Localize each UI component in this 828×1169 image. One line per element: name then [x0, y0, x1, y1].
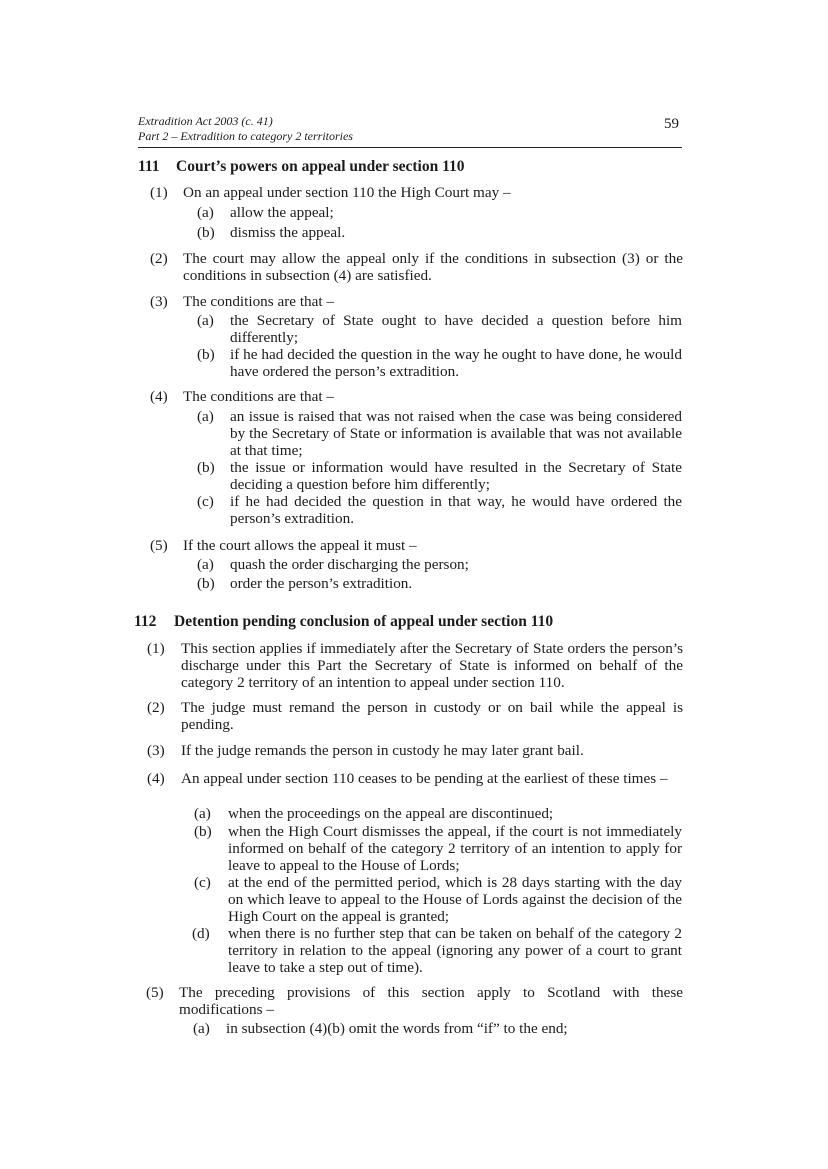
header-rule [138, 147, 682, 148]
page-number: 59 [664, 116, 679, 132]
paragraph-text: when the proceedings on the appeal are discontinued; [228, 805, 554, 822]
section-heading [138, 158, 465, 176]
paragraph-text: order the person’s extradition. [230, 575, 413, 592]
paragraph-text: at the end of the permitted period, which is 28 days starting with the day on which leave to appeal to the House of Lords against the decision of the High Court on the appeal is granted; [228, 874, 682, 925]
section-number: 112 [134, 613, 157, 630]
paragraph-text: when the High Court dismisses the appeal, if the court is not immediately informed on behalf of the category 2 territory of an intention to apply for leave to appeal to the House of Lords; [228, 823, 682, 874]
section-title: Court’s powers on appeal under section 110 [176, 158, 465, 175]
paragraph-number: (a) [197, 312, 214, 329]
subsection-text: The judge must remand the person in custody or on bail while the appeal is pending. [181, 699, 683, 733]
paragraph-number: (b) [197, 459, 215, 476]
section-number: 111 [138, 158, 160, 175]
paragraph-text: in subsection (4)(b) omit the words from “if” to the end; [226, 1020, 568, 1037]
paragraph-number: (a) [197, 204, 214, 221]
subsection-text: The conditions are that – [183, 388, 334, 405]
running-head [138, 114, 682, 144]
subsection-number: (5) [146, 984, 164, 1001]
subsection-number: (5) [150, 537, 168, 554]
subsection-number: (1) [147, 640, 165, 657]
paragraph-number: (b) [197, 346, 215, 363]
paragraph-number: (c) [194, 874, 211, 891]
subsection-text: An appeal under section 110 ceases to be pending at the earliest of these times – [181, 770, 668, 787]
act-title: Extradition Act 2003 (c. 41) [138, 114, 273, 128]
subsection-text: On an appeal under section 110 the High Court may – [183, 184, 511, 201]
paragraph-text: allow the appeal; [230, 204, 334, 221]
subsection-text: This section applies if immediately after the Secretary of State orders the person’s discharge under this Part the Secretary of State is informed on behalf of the category 2 territory of an intention to appeal under section 110. [181, 640, 683, 691]
paragraph-text: the Secretary of State ought to have decided a question before him differently; [230, 312, 682, 346]
paragraph-number: (b) [194, 823, 212, 840]
paragraph-text: if he had decided the question in that way, he would have ordered the person’s extradition. [230, 493, 682, 527]
section-heading [134, 613, 553, 631]
subsection-number: (4) [147, 770, 165, 787]
subsection-number: (2) [150, 250, 168, 267]
subsection-number: (3) [147, 742, 165, 759]
subsection-text: The court may allow the appeal only if the conditions in subsection (3) or the conditions in subsection (4) are satisfied. [183, 250, 683, 284]
paragraph-number: (a) [197, 408, 214, 425]
paragraph-text: if he had decided the question in the way he ought to have done, he would have ordered the person’s extradition. [230, 346, 682, 380]
paragraph-text: quash the order discharging the person; [230, 556, 469, 573]
paragraph-number: (a) [197, 556, 214, 573]
paragraph-text: when there is no further step that can be taken on behalf of the category 2 territory in relation to the appeal (ignoring any power of a court to grant leave to take a step out of time). [228, 925, 682, 976]
part-title: Part 2 – Extradition to category 2 territories [138, 129, 353, 143]
paragraph-text: the issue or information would have resulted in the Secretary of State deciding a question before him differently; [230, 459, 682, 493]
subsection-number: (4) [150, 388, 168, 405]
subsection-text: If the judge remands the person in custody he may later grant bail. [181, 742, 584, 759]
subsection-number: (1) [150, 184, 168, 201]
paragraph-number: (a) [193, 1020, 210, 1037]
paragraph-text: dismiss the appeal. [230, 224, 346, 241]
paragraph-number: (b) [197, 575, 215, 592]
subsection-number: (2) [147, 699, 165, 716]
paragraph-number: (c) [197, 493, 214, 510]
paragraph-number: (d) [192, 925, 210, 942]
subsection-text: If the court allows the appeal it must – [183, 537, 417, 554]
paragraph-number: (a) [194, 805, 211, 822]
subsection-text: The conditions are that – [183, 293, 334, 310]
section-title: Detention pending conclusion of appeal under section 110 [174, 613, 554, 630]
subsection-number: (3) [150, 293, 168, 310]
paragraph-text: an issue is raised that was not raised when the case was being considered by the Secretary of State or information is available that was not available at that time; [230, 408, 682, 459]
subsection-text: The preceding provisions of this section apply to Scotland with these modifications – [179, 984, 683, 1018]
paragraph-number: (b) [197, 224, 215, 241]
